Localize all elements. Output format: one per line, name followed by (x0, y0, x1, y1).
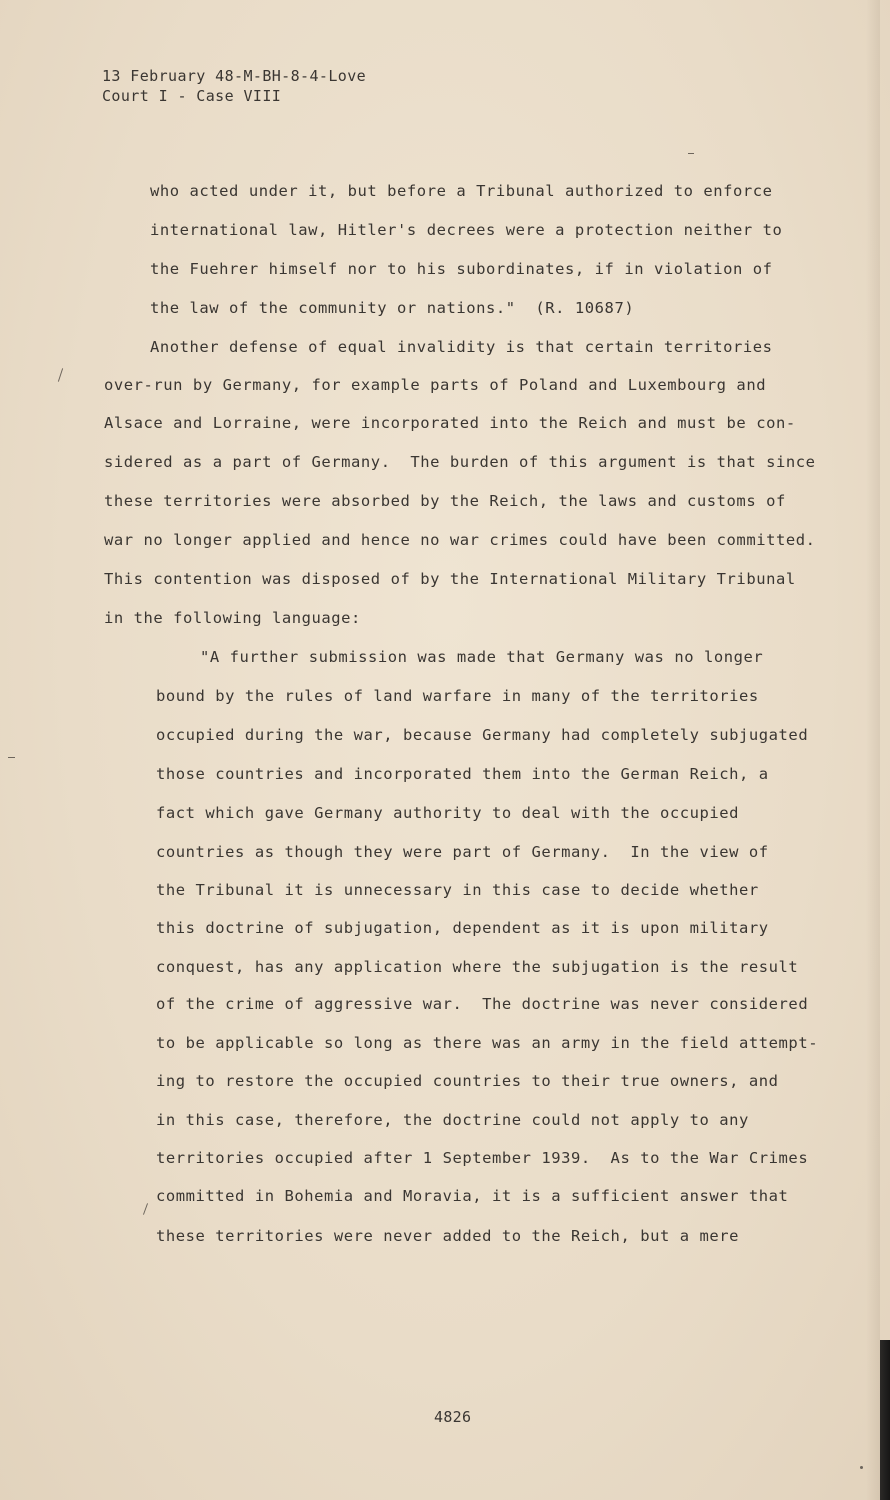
body-line: This contention was disposed of by the International Military Tribunal (104, 570, 796, 588)
quote-line: territories occupied after 1 September 1939. As to the War Crimes (156, 1149, 809, 1167)
header-court-case: Court I - Case VIII (102, 87, 282, 105)
quote-line: occupied during the war, because Germany had completely subjugated (156, 726, 809, 744)
quote-line: ing to restore the occupied countries to their true owners, and (156, 1072, 779, 1090)
body-line: over-run by Germany, for example parts of Poland and Luxembourg and (104, 376, 767, 394)
quote-line: fact which gave Germany authority to deal with the occupied (156, 804, 740, 822)
body-line: Another defense of equal invalidity is that certain territories (150, 338, 773, 356)
quote-line: in this case, therefore, the doctrine could not apply to any (156, 1111, 749, 1129)
quote-line: those countries and incorporated them into the German Reich, a (156, 765, 769, 783)
stray-mark (860, 1466, 863, 1469)
body-line: war no longer applied and hence no war crimes could have been committed. (104, 531, 816, 549)
body-line: who acted under it, but before a Tribunal authorized to enforce (150, 182, 773, 200)
quote-line: countries as though they were part of Germany. In the view of (156, 843, 769, 861)
quote-line: bound by the rules of land warfare in many of the territories (156, 687, 759, 705)
quote-line: to be applicable so long as there was an army in the field attempt- (156, 1034, 819, 1052)
quote-line: conquest, has any application where the subjugation is the result (156, 958, 799, 976)
document-header (102, 66, 366, 106)
body-line: Alsace and Lorraine, were incorporated into the Reich and must be con- (104, 414, 796, 432)
quote-line: the Tribunal it is unnecessary in this case to decide whether (156, 881, 759, 899)
quote-line: of the crime of aggressive war. The doctrine was never considered (156, 995, 809, 1013)
page-number: 4826 (434, 1408, 472, 1426)
quote-line: committed in Bohemia and Moravia, it is a sufficient answer that (156, 1187, 789, 1205)
quote-line: these territories were never added to the Reich, but a mere (156, 1227, 740, 1245)
page-edge-dark-margin (880, 1340, 890, 1500)
header-date-reference: 13 February 48-M-BH-8-4-Love (102, 67, 367, 85)
stray-mark (688, 153, 694, 154)
page-edge-shadow (866, 0, 880, 1500)
body-line: sidered as a part of Germany. The burden of this argument is that since (104, 453, 816, 471)
quote-line: "A further submission was made that Germany was no longer (200, 648, 764, 666)
stray-mark (8, 757, 15, 758)
body-line: international law, Hitler's decrees were a protection neither to (150, 221, 783, 239)
body-line: the Fuehrer himself nor to his subordinates, if in violation of (150, 260, 773, 278)
body-line: the law of the community or nations." (R. 10687) (150, 299, 635, 317)
body-line: these territories were absorbed by the Reich, the laws and customs of (104, 492, 786, 510)
body-line: in the following language: (104, 609, 361, 627)
quote-line: this doctrine of subjugation, dependent as it is upon military (156, 919, 769, 937)
